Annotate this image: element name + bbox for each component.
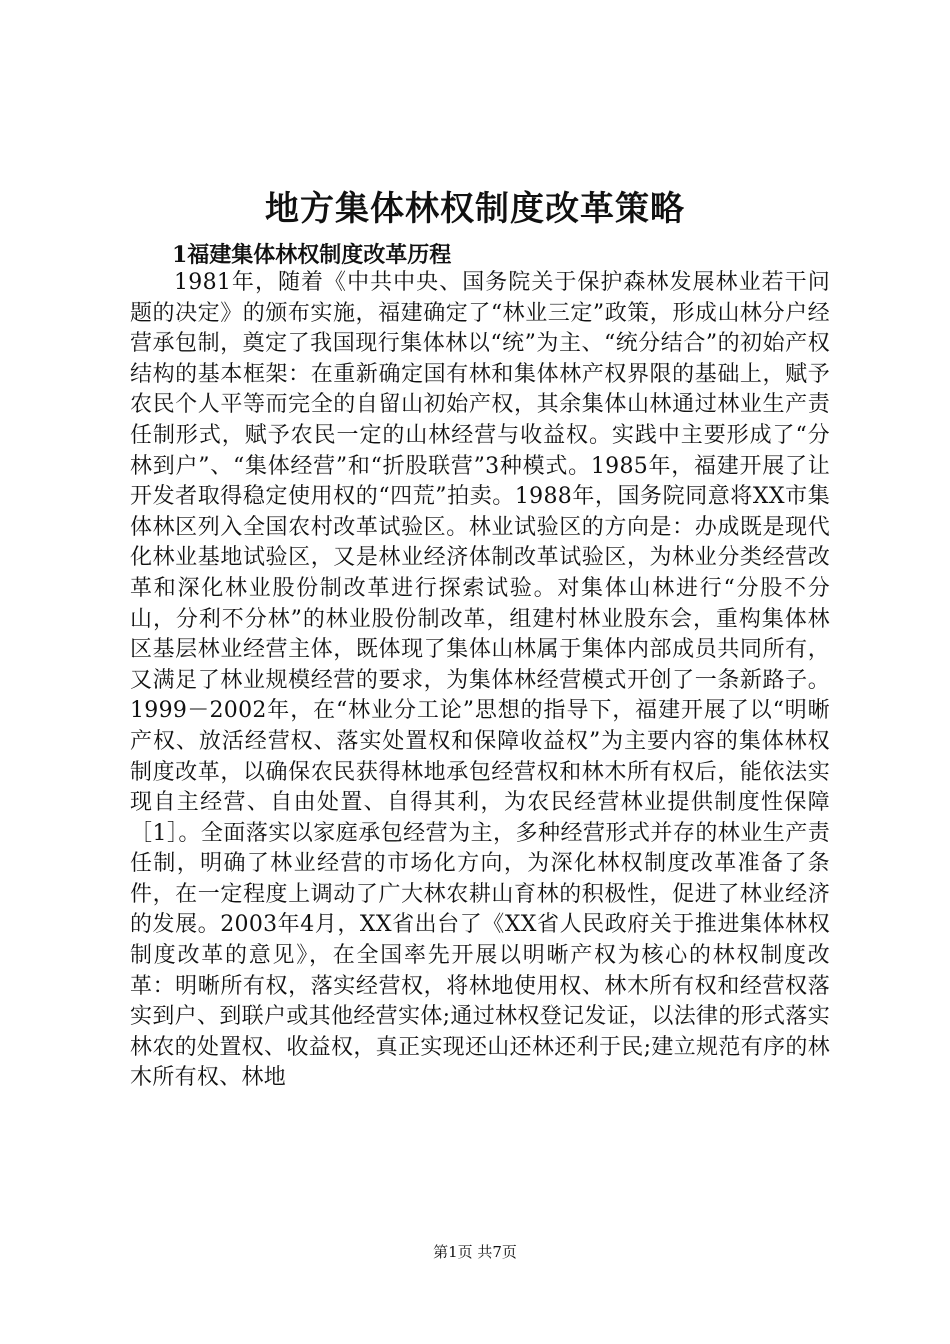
page-title: 地方集体林权制度改革策略 <box>265 189 685 229</box>
page-number-footer: 第1页 共7页 <box>433 1243 517 1261</box>
body-paragraph: 1981年，随着《中共中央、国务院关于保护森林发展林业若干问题的决定》的颁布实施，福建确定了“林业三定”政策，形成山林分户经营承包制，奠定了我国现行集体林以“统”为主、“统分结合”的初始产权结构的基本框架：在重新确定国有林和集体林产权界限的基础上，赋予农民个人平等而完全的自留山初始产权，其余集体山林通过林业生产责任制形式，赋予农民一定的山林经营与收益权。实践中主要形成了“分林到户”、“集体经营”和“折股联营”3种模式。1985年，福建开展了让开发者取得稳定使用权的“四荒”拍卖。1988年，国务院同意将XX市集体林区列入全国农村改革试验区。林业试验区的方向是：办成既是现代化林业基地试验区，又是林业经济体制改革试验区，为林业分类经营改革和深化林业股份制改革进行探索试验。对集体山林进行“分股不分山，分利不分林”的林业股份制改革，组建村林业股东会，重构集体林区基层林业经营主体，既体现了集体山林属于集体内部成员共同所有，又满足了林业规模经营的要求，为集体林经营模式开创了一条新路子。1999－2002年，在“林业分工论”思想的指导下，福建开展了以“明晰产权、放活经营权、落实处置权和保障收益权”为主要内容的集体林权制度改革，以确保农民获得林地承包经营权和林木所有权后，能依法实现自主经营、自由处置、自得其利，为农民经营林业提供制度性保障［1］。全面落实以家庭承包经营为主，多种经营形式并存的林业生产责任制，明确了林业经营的市场化方向，为深化林权制度改革准备了条件，在一定程度上调动了广大林农耕山育林的积极性，促进了林业经济的发展。2003年4月，XX省出台了《XX省人民政府关于推进集体林权制度改革的意见》，在全国率先开展以明晰产权为核心的林权制度改革：明晰所有权，落实经营权，将林地使用权、林木所有权和经营权落实到户、到联户或其他经营实体;通过林权登记发证，以法律的形式落实林农的处置权、收益权，真正实现还山还林还利于民;建立规范有序的林木所有权、林地 <box>130 270 830 1091</box>
section-heading: 1福建集体林权制度改革历程 <box>172 242 452 268</box>
